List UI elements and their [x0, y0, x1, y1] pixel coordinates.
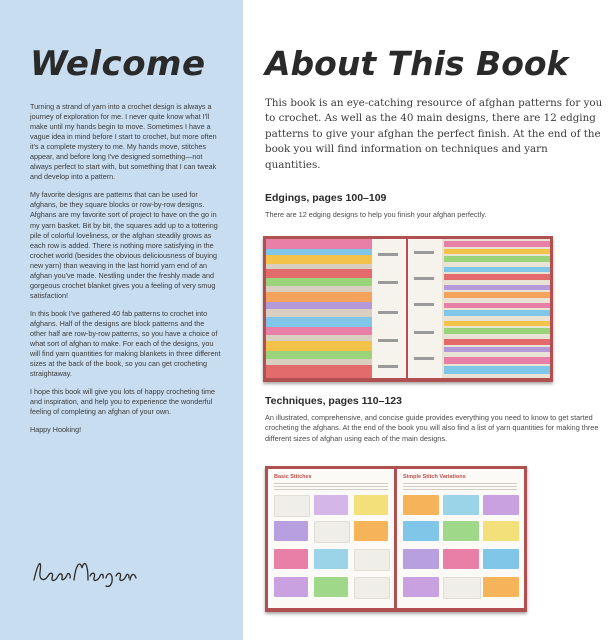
edgings-spread-image [263, 236, 553, 382]
techniques-heading: Techniques, pages 110–123 [265, 395, 402, 407]
edgings-right-page [408, 239, 550, 378]
techniques-left-page [268, 469, 394, 608]
welcome-page [0, 0, 243, 640]
about-title: About This Book [265, 44, 569, 83]
welcome-paragraph-5: Happy Hooking! [30, 425, 82, 435]
techniques-text: An illustrated, comprehensive, and concise guide provides everything you need to know to get started crocheting the afghans. At the end of the book you will also find a list of yarn quantities for making three different sizes of afghan using each of the main designs. [265, 413, 599, 443]
signature-image [30, 550, 140, 590]
stitch-variations-heading: Simple Stitch Variations [403, 474, 466, 480]
edgings-heading: Edgings, pages 100–109 [265, 192, 387, 204]
welcome-paragraph-1: Turning a strand of yarn into a crochet design is always a journey of exploration for me. I never quite know what I'll make until my hands begin to move. Sometimes I have a vague idea in mind before I start to crochet, but more often it's a complete mystery to me. My hands move, stitches appear, and before long I've designed something—not always perfect to start with, but something that I can tweak and develop into a pattern. [30, 102, 217, 182]
edgings-left-page [266, 239, 406, 378]
page-gutter [243, 0, 255, 640]
welcome-title: Welcome [30, 44, 206, 84]
techniques-right-page [397, 469, 524, 608]
about-intro: This book is an eye-catching resource of afghan patterns for you to crochet. As well as the 40 main designs, there are 12 edging patterns to give your afghan the perfect finish. At the end of the book you will find information on techniques and yarn quantities. [265, 97, 603, 171]
techniques-spread-image [265, 466, 527, 612]
basic-stitches-heading: Basic Stitches [274, 474, 312, 480]
welcome-paragraph-4: I hope this book will give you lots of happy crocheting time and inspiration, and help you to experience the wonderful feeling of completing an afghan of your own. [30, 387, 215, 417]
welcome-text [30, 102, 222, 443]
about-page [255, 0, 613, 640]
edgings-text: There are 12 edging designs to help you finish your afghan perfectly. [265, 210, 487, 219]
welcome-paragraph-2: My favorite designs are patterns that can be used for afghans, be they square blocks or row-by-row designs. Afghans are my favorite sort of project to have on the go in my yarn basket. Bit by bit, the squares add up to a tottering pile of colorful loveliness, or the afghan steadily grows as each row is added. There is nothing more satisfying in the crochet world (besides the obvious deliciousness of buying new yarn) than weaving in the last horrid yarn end of an afghan you've made. Nestling under the freshly made and gorgeous crochet blanket gives you a feeling of very smug satisfaction! [30, 190, 218, 300]
welcome-paragraph-3: In this book I've gathered 40 fab patterns to crochet into afghans. Half of the designs are block patterns and the other half are row-by-row patterns, so you have a choice of what sort of afghan to make. For each of the designs, you will find yarn quantities for making blankets in three different sizes at the back of the book, so you can get crocheting straightaway. [30, 308, 221, 379]
